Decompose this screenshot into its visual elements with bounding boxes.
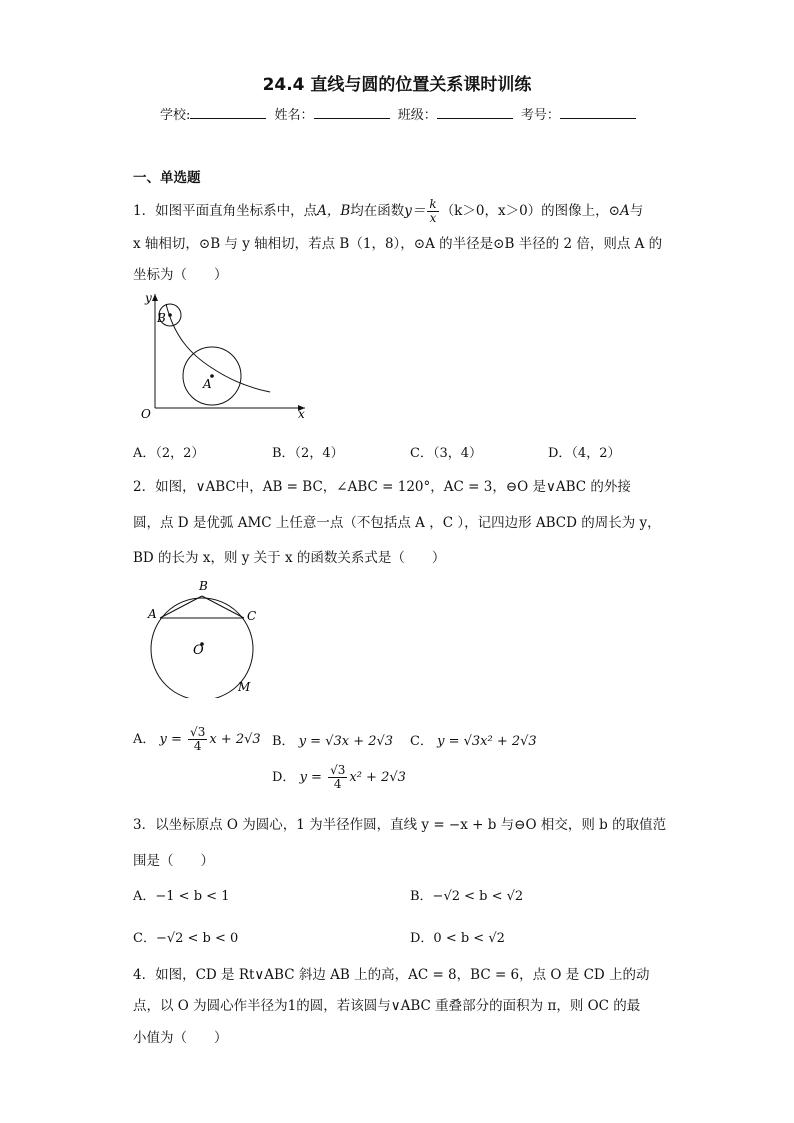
label-b: B — [157, 311, 166, 325]
label-x: x — [298, 407, 305, 421]
label-m: M — [238, 680, 251, 694]
q2-line-2: 圆，点 D 是优弧 AMC 上任意一点（不包括点 A ，C ），记四边形 ABCD 的周长为 y， — [133, 515, 661, 531]
q4-line-1: 4．如图，CD 是 Rt∨ABC 斜边 AB 上的高，AC = 8，BC = 6，点 O 是 CD 上的动 — [133, 967, 650, 983]
label-c: C — [247, 609, 257, 623]
id-blank[interactable] — [560, 106, 636, 119]
label-o: O — [141, 407, 151, 421]
q2-option-d[interactable]: D． y = $\frac{√3}{4}$ x² + 2√3 — [272, 763, 406, 791]
q1-line-1: 1．如图平面直角坐标系中，点A，B均在函数y＝ $\frac{k}{x}$ （k＞0，x＞0）的图像上，⊙A与 — [133, 197, 644, 225]
q1-fraction: $\frac{k}{x}$ — [429, 197, 437, 225]
name-label: 姓名： — [274, 108, 314, 123]
segment-bc — [202, 596, 244, 618]
school-label: 学校: — [160, 108, 191, 123]
label-a: A — [203, 377, 212, 391]
section-heading: 一、单选题 — [133, 170, 201, 186]
q3-option-d[interactable]: D．0 < b < √2 — [410, 931, 505, 946]
class-label: 班级： — [397, 108, 437, 123]
q1-option-b[interactable]: B．（2，4） — [272, 446, 344, 461]
q3-line-2: 围是（ ） — [133, 853, 214, 869]
point-b — [168, 313, 172, 317]
page-title: 24.4 直线与圆的位置关系课时训练 — [262, 75, 532, 95]
q4-line-2: 点，以 O 为圆心作半径为1的圆，若该圆与∨ABC 重叠部分的面积为 π，则 OC 的最 — [133, 998, 641, 1014]
q1-option-a[interactable]: A．（2，2） — [133, 446, 205, 461]
label-a: A — [148, 607, 157, 621]
q1-line-3: 坐标为（ ） — [133, 267, 228, 283]
q3-option-c[interactable]: C．−√2 < b < 0 — [133, 931, 239, 946]
q1-option-d[interactable]: D．（4，2） — [548, 446, 621, 461]
segment-ab — [160, 596, 202, 618]
q3-line-1: 3．以坐标原点 O 为圆心，1 为半径作圆，直线 y = −x + b 与⊖O 相交，则 b 的取值范 — [133, 817, 667, 833]
label-b: B — [199, 579, 208, 593]
class-blank[interactable] — [437, 106, 513, 119]
q2-line-1: 2．如图，∨ABC中，AB = BC，∠ABC = 120°，AC = 3，⊖O 是∨ABC 的外接 — [133, 479, 631, 495]
q2-figure — [140, 578, 270, 698]
name-blank[interactable] — [314, 106, 390, 119]
label-y: y — [145, 291, 152, 305]
school-blank[interactable] — [190, 106, 266, 119]
q2-option-a[interactable]: A． y = $\frac{√3}{4}$ x + 2√3 — [133, 725, 261, 753]
q1-line-2: x 轴相切，⊙B 与 y 轴相切，若点 B（1，8），⊙A 的半径是⊙B 半径的 2 倍，则点 A 的 — [133, 236, 663, 252]
q4-line-3: 小值为（ ） — [133, 1030, 228, 1046]
q2-line-3: BD 的长为 x，则 y 关于 x 的函数关系式是（ ） — [133, 550, 446, 566]
student-info-line — [160, 104, 640, 123]
q2-option-c[interactable]: C． y = √3x² + 2√3 — [410, 734, 537, 749]
q3-option-b[interactable]: B．−√2 < b < √2 — [410, 889, 524, 904]
q1-option-c[interactable]: C．（3，4） — [410, 446, 482, 461]
q2-option-b[interactable]: B． y = √3x + 2√3 — [272, 734, 394, 749]
id-label: 考号： — [520, 108, 560, 123]
y-axis-arrow — [152, 294, 158, 301]
label-o: O — [193, 643, 204, 658]
q3-option-a[interactable]: A．−1 < b < 1 — [133, 889, 230, 904]
q1-figure — [130, 288, 320, 428]
